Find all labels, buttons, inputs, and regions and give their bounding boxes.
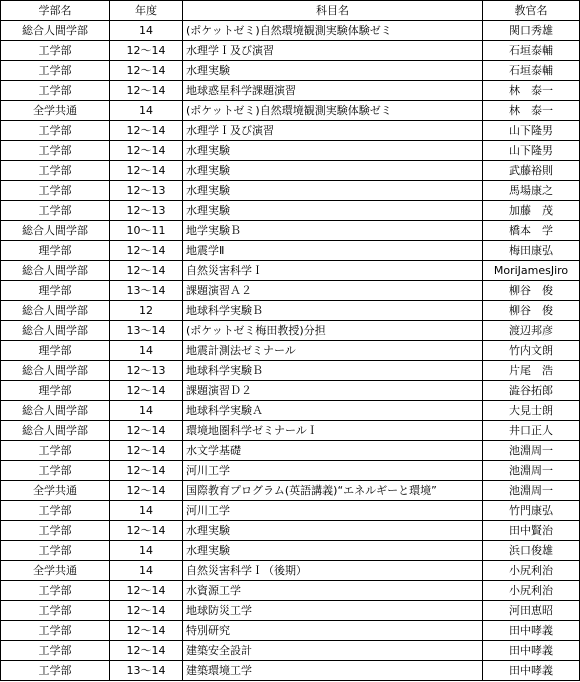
cell-teacher: 梅田康弘 — [483, 241, 580, 261]
table-row — [1, 281, 580, 301]
cell-teacher: 池淵周一 — [483, 461, 580, 481]
table-row — [1, 121, 580, 141]
cell-subject: 特別研究 — [183, 621, 483, 641]
cell-year: 10～11 — [110, 221, 183, 241]
cell-teacher: 澁谷拓郎 — [483, 381, 580, 401]
table-row — [1, 601, 580, 621]
table-row — [1, 381, 580, 401]
cell-subject: (ポケットゼミ梅田教授)分担 — [183, 321, 483, 341]
cell-faculty: 工学部 — [1, 601, 110, 621]
cell-year: 12～14 — [110, 421, 183, 441]
cell-faculty: 全学共通 — [1, 481, 110, 501]
cell-subject: 地震計測法ゼミナール — [183, 341, 483, 361]
cell-subject: 地球科学実験Ｂ — [183, 301, 483, 321]
table-row — [1, 481, 580, 501]
cell-subject: 水理実験 — [183, 161, 483, 181]
cell-teacher: 山下隆男 — [483, 141, 580, 161]
table-row — [1, 341, 580, 361]
cell-year: 12～14 — [110, 81, 183, 101]
cell-faculty: 理学部 — [1, 241, 110, 261]
cell-teacher: 石垣泰輔 — [483, 41, 580, 61]
table-row — [1, 41, 580, 61]
cell-subject: 課題演習Ｄ２ — [183, 381, 483, 401]
cell-faculty: 工学部 — [1, 501, 110, 521]
table-row — [1, 81, 580, 101]
header-faculty: 学部名 — [1, 1, 110, 21]
header-teacher: 教官名 — [483, 1, 580, 21]
cell-subject: 水理学Ｉ及び演習 — [183, 121, 483, 141]
cell-teacher: 山下隆男 — [483, 121, 580, 141]
cell-faculty: 工学部 — [1, 201, 110, 221]
cell-year: 12～14 — [110, 481, 183, 501]
cell-teacher: MoriJamesJiro — [483, 261, 580, 281]
table-row — [1, 441, 580, 461]
cell-subject: 水理実験 — [183, 521, 483, 541]
table-row — [1, 241, 580, 261]
cell-teacher: 小尻利治 — [483, 561, 580, 581]
table-row — [1, 201, 580, 221]
cell-year: 12～14 — [110, 141, 183, 161]
cell-year: 12～14 — [110, 121, 183, 141]
cell-teacher: 林 泰一 — [483, 81, 580, 101]
cell-faculty: 工学部 — [1, 121, 110, 141]
cell-teacher: 池淵周一 — [483, 481, 580, 501]
cell-faculty: 工学部 — [1, 141, 110, 161]
cell-teacher: 大見士朗 — [483, 401, 580, 421]
cell-subject: 国際教育プログラム(英語講義)“エネルギーと環境” — [183, 481, 483, 501]
cell-teacher: 武藤裕則 — [483, 161, 580, 181]
table-row — [1, 501, 580, 521]
cell-year: 12～14 — [110, 61, 183, 81]
cell-year: 12～14 — [110, 381, 183, 401]
cell-faculty: 総合人間学部 — [1, 221, 110, 241]
table-row — [1, 541, 580, 561]
cell-year: 12～14 — [110, 241, 183, 261]
cell-teacher: 田中賢治 — [483, 521, 580, 541]
cell-year: 12～14 — [110, 581, 183, 601]
cell-subject: 水理実験 — [183, 181, 483, 201]
cell-year: 14 — [110, 101, 183, 121]
table-row — [1, 621, 580, 641]
table-row — [1, 61, 580, 81]
cell-year: 14 — [110, 341, 183, 361]
table-row — [1, 21, 580, 41]
cell-faculty: 工学部 — [1, 161, 110, 181]
header-row — [1, 1, 580, 21]
table-row — [1, 461, 580, 481]
cell-year: 12～14 — [110, 441, 183, 461]
cell-teacher: 片尾 浩 — [483, 361, 580, 381]
cell-faculty: 工学部 — [1, 521, 110, 541]
cell-year: 12～13 — [110, 201, 183, 221]
cell-subject: (ポケットゼミ)自然環境観測実験体験ゼミ — [183, 101, 483, 121]
cell-teacher: 池淵周一 — [483, 441, 580, 461]
cell-year: 12 — [110, 301, 183, 321]
table-row — [1, 141, 580, 161]
cell-subject: 自然災害科学Ｉ — [183, 261, 483, 281]
cell-subject: 河川工学 — [183, 461, 483, 481]
cell-year: 12～14 — [110, 641, 183, 661]
cell-subject: 水理実験 — [183, 201, 483, 221]
table-row — [1, 101, 580, 121]
table-row — [1, 661, 580, 681]
cell-teacher: 浜口俊雄 — [483, 541, 580, 561]
cell-faculty: 工学部 — [1, 461, 110, 481]
cell-subject: 地学実験Ｂ — [183, 221, 483, 241]
cell-year: 14 — [110, 401, 183, 421]
cell-year: 12～14 — [110, 261, 183, 281]
cell-faculty: 工学部 — [1, 581, 110, 601]
cell-teacher: 田中哮義 — [483, 661, 580, 681]
cell-faculty: 総合人間学部 — [1, 261, 110, 281]
table-row — [1, 581, 580, 601]
cell-teacher: 馬場康之 — [483, 181, 580, 201]
cell-teacher: 渡辺邦彦 — [483, 321, 580, 341]
cell-subject: 建築安全設計 — [183, 641, 483, 661]
table-row — [1, 321, 580, 341]
table-row — [1, 361, 580, 381]
cell-faculty: 工学部 — [1, 621, 110, 641]
cell-faculty: 工学部 — [1, 61, 110, 81]
cell-teacher: 竹門康弘 — [483, 501, 580, 521]
cell-teacher: 関口秀雄 — [483, 21, 580, 41]
cell-year: 12～14 — [110, 621, 183, 641]
cell-subject: 水理実験 — [183, 61, 483, 81]
cell-faculty: 全学共通 — [1, 561, 110, 581]
cell-year: 13～14 — [110, 281, 183, 301]
cell-faculty: 総合人間学部 — [1, 21, 110, 41]
cell-teacher: 田中哮義 — [483, 621, 580, 641]
cell-faculty: 工学部 — [1, 441, 110, 461]
cell-year: 12～14 — [110, 601, 183, 621]
cell-year: 12～13 — [110, 181, 183, 201]
cell-faculty: 理学部 — [1, 381, 110, 401]
cell-subject: 水資源工学 — [183, 581, 483, 601]
cell-year: 12～14 — [110, 521, 183, 541]
cell-year: 12～14 — [110, 161, 183, 181]
table-row — [1, 161, 580, 181]
table-row — [1, 421, 580, 441]
cell-year: 12～13 — [110, 361, 183, 381]
table-row — [1, 401, 580, 421]
table-row — [1, 261, 580, 281]
cell-subject: 自然災害科学Ｉ（後期） — [183, 561, 483, 581]
cell-teacher: 柳谷 俊 — [483, 281, 580, 301]
cell-faculty: 工学部 — [1, 641, 110, 661]
cell-subject: 水理実験 — [183, 541, 483, 561]
table-body — [1, 21, 580, 681]
cell-subject: 地球科学実験Ａ — [183, 401, 483, 421]
cell-subject: 課題演習Ａ２ — [183, 281, 483, 301]
cell-year: 14 — [110, 501, 183, 521]
cell-teacher: 橋本 学 — [483, 221, 580, 241]
cell-faculty: 総合人間学部 — [1, 421, 110, 441]
cell-subject: 地球科学実験Ｂ — [183, 361, 483, 381]
cell-subject: 地球惑星科学課題演習 — [183, 81, 483, 101]
cell-subject: 地球防災工学 — [183, 601, 483, 621]
cell-faculty: 工学部 — [1, 661, 110, 681]
cell-teacher: 竹内文朗 — [483, 341, 580, 361]
cell-faculty: 工学部 — [1, 181, 110, 201]
cell-teacher: 柳谷 俊 — [483, 301, 580, 321]
cell-subject: 水理実験 — [183, 141, 483, 161]
cell-subject: 環境地圏科学ゼミナールＩ — [183, 421, 483, 441]
cell-faculty: 工学部 — [1, 541, 110, 561]
cell-year: 13～14 — [110, 321, 183, 341]
table-row — [1, 181, 580, 201]
cell-teacher: 河田恵昭 — [483, 601, 580, 621]
cell-year: 14 — [110, 561, 183, 581]
header-year: 年度 — [110, 1, 183, 21]
cell-subject: 河川工学 — [183, 501, 483, 521]
cell-teacher: 石垣泰輔 — [483, 61, 580, 81]
cell-teacher: 林 泰一 — [483, 101, 580, 121]
cell-year: 14 — [110, 21, 183, 41]
cell-teacher: 小尻利治 — [483, 581, 580, 601]
cell-faculty: 総合人間学部 — [1, 321, 110, 341]
cell-year: 13～14 — [110, 661, 183, 681]
table-row — [1, 221, 580, 241]
cell-subject: 建築環境工学 — [183, 661, 483, 681]
cell-teacher: 田中哮義 — [483, 641, 580, 661]
cell-faculty: 工学部 — [1, 81, 110, 101]
cell-subject: (ポケットゼミ)自然環境観測実験体験ゼミ — [183, 21, 483, 41]
cell-year: 12～14 — [110, 461, 183, 481]
table-row — [1, 561, 580, 581]
cell-year: 14 — [110, 541, 183, 561]
header-subject: 科目名 — [183, 1, 483, 21]
cell-subject: 水理学Ｉ及び演習 — [183, 41, 483, 61]
cell-faculty: 工学部 — [1, 41, 110, 61]
cell-faculty: 全学共通 — [1, 101, 110, 121]
cell-teacher: 加藤 茂 — [483, 201, 580, 221]
table-row — [1, 301, 580, 321]
cell-faculty: 理学部 — [1, 281, 110, 301]
cell-faculty: 理学部 — [1, 341, 110, 361]
cell-faculty: 総合人間学部 — [1, 361, 110, 381]
table-row — [1, 521, 580, 541]
cell-subject: 地震学Ⅱ — [183, 241, 483, 261]
cell-faculty: 総合人間学部 — [1, 401, 110, 421]
cell-teacher: 井口正人 — [483, 421, 580, 441]
cell-subject: 水文学基礎 — [183, 441, 483, 461]
cell-year: 12～14 — [110, 41, 183, 61]
cell-faculty: 総合人間学部 — [1, 301, 110, 321]
table-row — [1, 641, 580, 661]
